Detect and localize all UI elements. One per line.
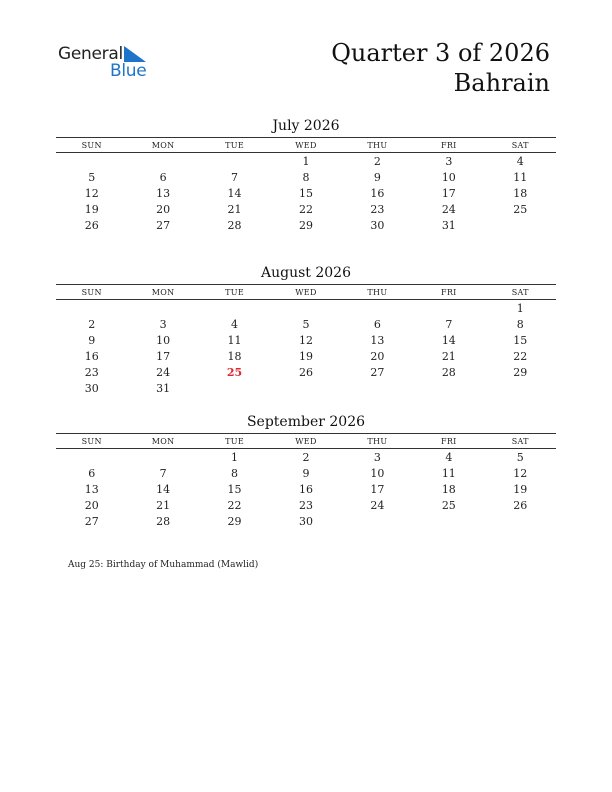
- day-cell: 22: [298, 202, 313, 216]
- week-row: [56, 348, 556, 364]
- weekday-label: THU: [367, 436, 388, 446]
- week-row: [56, 513, 556, 529]
- month-name: August 2026: [261, 265, 351, 281]
- day-cell: 9: [373, 170, 381, 184]
- day-cell: 4: [516, 154, 524, 168]
- day-cell: 24: [441, 202, 456, 216]
- day-cell: 13: [156, 186, 171, 200]
- day-cell: 15: [227, 482, 242, 496]
- day-cell: 28: [156, 514, 171, 528]
- logo-word-general: General: [58, 44, 123, 64]
- day-cell: 2: [373, 154, 381, 168]
- day-cell: 11: [227, 333, 242, 347]
- day-cell: 3: [445, 154, 453, 168]
- day-cell: 28: [227, 218, 242, 232]
- holiday-day-cell: 25: [226, 365, 243, 379]
- day-cell: 16: [370, 186, 385, 200]
- week-row: [56, 153, 556, 169]
- day-cell: 24: [370, 498, 385, 512]
- weekday-label: SAT: [511, 140, 529, 150]
- day-cell: 10: [370, 466, 385, 480]
- day-cell: 27: [84, 514, 99, 528]
- day-cell: 26: [84, 218, 99, 232]
- day-cell: 9: [302, 466, 310, 480]
- day-cell: 8: [302, 170, 310, 184]
- day-cell: 6: [373, 317, 381, 331]
- day-cell: 8: [516, 317, 524, 331]
- weekday-label: TUE: [225, 140, 244, 150]
- day-cell: 14: [441, 333, 456, 347]
- day-cell: 4: [445, 450, 453, 464]
- day-cell: 6: [159, 170, 167, 184]
- week-row: [56, 449, 556, 465]
- day-cell: 1: [302, 154, 310, 168]
- day-cell: 27: [370, 365, 385, 379]
- day-cell: 29: [298, 218, 313, 232]
- weekday-label: MON: [151, 436, 175, 446]
- day-cell: 18: [227, 349, 242, 363]
- weekday-label: THU: [367, 140, 388, 150]
- week-row: [56, 380, 556, 396]
- logo-word-blue: Blue: [110, 61, 147, 81]
- day-cell: 18: [441, 482, 456, 496]
- month-august: [56, 264, 556, 396]
- day-cell: 8: [231, 466, 239, 480]
- day-cell: 30: [84, 381, 99, 395]
- day-cell: 3: [373, 450, 381, 464]
- day-cell: 26: [298, 365, 313, 379]
- day-cell: 25: [513, 202, 528, 216]
- day-cell: 31: [156, 381, 171, 395]
- weekday-label: SUN: [81, 140, 102, 150]
- weekday-label: FRI: [441, 287, 457, 297]
- generalblue-logo: [58, 44, 158, 80]
- weekday-label: MON: [151, 140, 175, 150]
- day-cell: 30: [298, 514, 313, 528]
- month-name: September 2026: [246, 414, 366, 430]
- day-cell: 21: [156, 498, 171, 512]
- day-cell: 3: [159, 317, 167, 331]
- weekday-label: TUE: [225, 436, 244, 446]
- week-row: [56, 465, 556, 481]
- day-cell: 24: [156, 365, 171, 379]
- day-cell: 29: [227, 514, 242, 528]
- day-cell: 30: [370, 218, 385, 232]
- day-cell: 16: [298, 482, 313, 496]
- weekday-label: SUN: [81, 436, 102, 446]
- week-row: [56, 217, 556, 233]
- week-row: [56, 300, 556, 316]
- day-cell: 19: [298, 349, 313, 363]
- day-cell: 13: [370, 333, 385, 347]
- quarter-title: Quarter 3 of 2026: [331, 39, 550, 67]
- day-cell: 17: [156, 349, 171, 363]
- holiday-note: Aug 25: Birthday of Muhammad (Mawlid): [68, 560, 259, 570]
- day-cell: 17: [441, 186, 456, 200]
- week-row: [56, 481, 556, 497]
- day-cell: 2: [302, 450, 310, 464]
- day-cell: 7: [231, 170, 239, 184]
- weekday-label: TUE: [225, 287, 244, 297]
- day-cell: 25: [441, 498, 456, 512]
- day-cell: 19: [513, 482, 528, 496]
- day-cell: 31: [441, 218, 456, 232]
- day-cell: 17: [370, 482, 385, 496]
- weekday-label: SAT: [511, 436, 529, 446]
- day-cell: 19: [84, 202, 99, 216]
- weekday-label: SUN: [81, 287, 102, 297]
- week-row: [56, 201, 556, 217]
- day-cell: 9: [88, 333, 96, 347]
- day-cell: 12: [84, 186, 99, 200]
- day-cell: 26: [513, 498, 528, 512]
- day-cell: 7: [445, 317, 453, 331]
- day-cell: 16: [84, 349, 99, 363]
- day-cell: 1: [231, 450, 239, 464]
- month-september: [56, 413, 556, 529]
- day-cell: 18: [513, 186, 528, 200]
- day-cell: 6: [88, 466, 96, 480]
- day-cell: 20: [84, 498, 99, 512]
- day-cell: 1: [516, 301, 524, 315]
- day-cell: 11: [513, 170, 528, 184]
- day-cell: 5: [516, 450, 524, 464]
- logo-flag-icon: [124, 46, 146, 62]
- weekday-header: [56, 284, 556, 300]
- week-row: [56, 316, 556, 332]
- weekday-header: [56, 433, 556, 449]
- weekday-label: WED: [295, 436, 317, 446]
- week-row: [56, 185, 556, 201]
- week-row: [56, 497, 556, 513]
- day-cell: 12: [298, 333, 313, 347]
- weekday-label: MON: [151, 287, 175, 297]
- week-row: [56, 169, 556, 185]
- week-row: [56, 332, 556, 348]
- day-cell: 21: [227, 202, 242, 216]
- weekday-label: THU: [367, 287, 388, 297]
- day-cell: 5: [88, 170, 96, 184]
- day-cell: 2: [88, 317, 96, 331]
- month-july: [56, 117, 556, 233]
- day-cell: 4: [231, 317, 239, 331]
- day-cell: 20: [156, 202, 171, 216]
- weekday-label: FRI: [441, 140, 457, 150]
- day-cell: 23: [84, 365, 99, 379]
- weekday-header: [56, 137, 556, 153]
- day-cell: 22: [513, 349, 528, 363]
- day-cell: 11: [441, 466, 456, 480]
- month-name: July 2026: [272, 118, 340, 134]
- weekday-label: WED: [295, 287, 317, 297]
- weekday-label: FRI: [441, 436, 457, 446]
- day-cell: 21: [441, 349, 456, 363]
- day-cell: 28: [441, 365, 456, 379]
- weekday-label: WED: [295, 140, 317, 150]
- day-cell: 27: [156, 218, 171, 232]
- day-cell: 20: [370, 349, 385, 363]
- day-cell: 13: [84, 482, 99, 496]
- day-cell: 22: [227, 498, 242, 512]
- page-title: [331, 38, 550, 98]
- country-title: Bahrain: [453, 69, 550, 97]
- day-cell: 10: [156, 333, 171, 347]
- day-cell: 29: [513, 365, 528, 379]
- day-cell: 14: [227, 186, 242, 200]
- day-cell: 23: [298, 498, 313, 512]
- day-cell: 5: [302, 317, 310, 331]
- day-cell: 15: [513, 333, 528, 347]
- week-row: [56, 364, 556, 380]
- day-cell: 12: [513, 466, 528, 480]
- day-cell: 14: [156, 482, 171, 496]
- day-cell: 7: [159, 466, 167, 480]
- day-cell: 15: [298, 186, 313, 200]
- day-cell: 10: [441, 170, 456, 184]
- weekday-label: SAT: [511, 287, 529, 297]
- day-cell: 23: [370, 202, 385, 216]
